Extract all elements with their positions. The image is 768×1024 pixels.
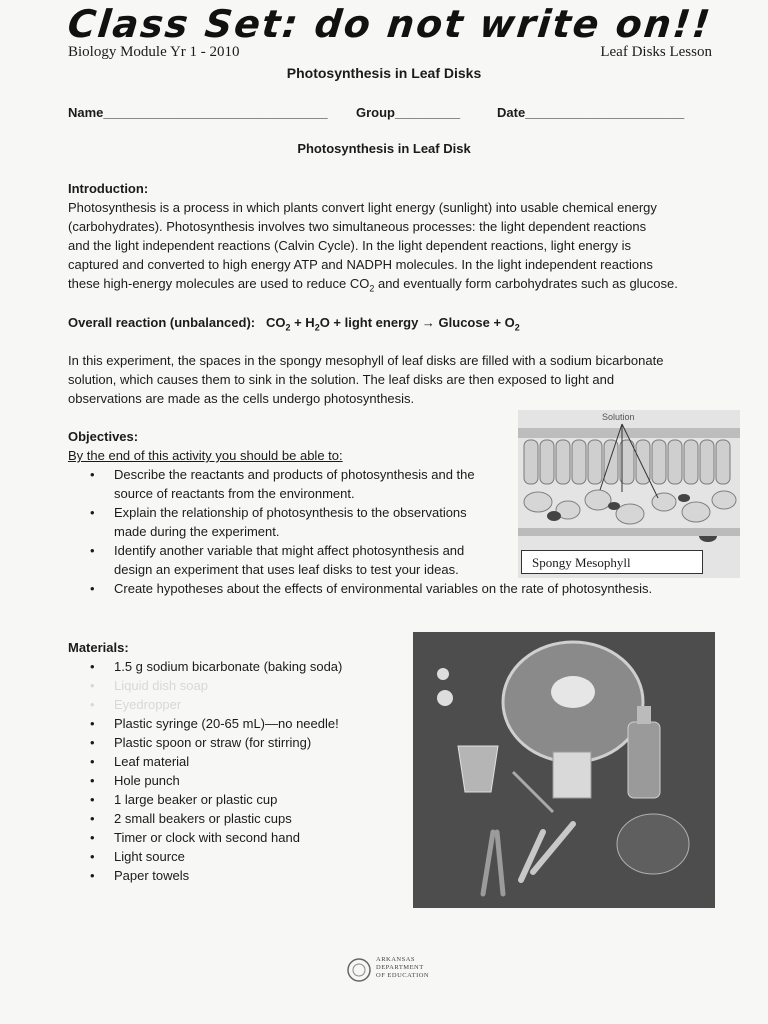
- list-item: • 1 large beaker or plastic cup: [68, 790, 408, 809]
- list-item: • Explain the relationship of photosynthesis to the observations made during the experiment.: [68, 503, 728, 541]
- intro-line: and the light independent reactions (Calvin Cycle). In the light dependent reactions, light energy is: [68, 238, 631, 253]
- lesson-label: Leaf Disks Lesson: [600, 44, 712, 60]
- footer-line: OF EDUCATION: [376, 972, 430, 979]
- list-item: • Liquid dish soap: [68, 676, 408, 695]
- list-item: • Hole punch: [68, 771, 408, 790]
- date-field[interactable]: [497, 103, 684, 122]
- reaction-label: Overall reaction (unbalanced):: [68, 315, 256, 330]
- figure-caption: Spongy Mesophyll: [521, 550, 703, 574]
- materials-list: [68, 657, 408, 885]
- list-item: • 2 small beakers or plastic cups: [68, 809, 408, 828]
- footer-line: ARKANSAS: [376, 956, 416, 963]
- list-item: • 1.5 g sodium bicarbonate (baking soda): [68, 657, 408, 676]
- intro-line: captured and converted to high energy ATP and NADPH molecules. In the light independent reactions: [68, 257, 653, 272]
- group-label: Group: [356, 105, 395, 120]
- bottle-cap: [637, 706, 651, 724]
- list-item: • Describe the reactants and products of photosynthesis and the source of reactants from the environment.: [68, 465, 728, 503]
- experiment-paragraph: In this experiment, the spaces in the spongy mesophyll of leaf disks are filled with a sodium bicarbonate solution, which causes them to sink in the solution. The leaf disks are then exposed to light and observations are made as the cells undergo photosynthesis.: [68, 353, 664, 406]
- introduction-heading: Introduction:: [68, 181, 149, 196]
- objectives-heading: Objectives:: [68, 429, 139, 444]
- list-item: • Plastic spoon or straw (for stirring): [68, 733, 408, 752]
- name-field[interactable]: [68, 103, 328, 122]
- date-label: Date: [497, 105, 526, 120]
- introduction-body: [68, 198, 738, 299]
- intro-line: (carbohydrates). Photosynthesis involves two simultaneous processes: the light dependent reactions: [68, 219, 647, 234]
- materials-heading: Materials:: [68, 640, 129, 655]
- list-item: • Plastic syringe (20-65 mL)—no needle!: [68, 714, 408, 733]
- list-item: • Timer or clock with second hand: [68, 828, 408, 847]
- lab-equipment-image: [413, 632, 715, 908]
- materials-photo: [413, 632, 715, 908]
- seal-icon: [346, 957, 372, 983]
- objectives-intro: By the end of this activity you should be able to:: [68, 448, 343, 463]
- handwritten-note: Class Set: do not write on!!: [65, 2, 715, 46]
- name-blank: _______________________________: [103, 105, 328, 120]
- baking-soda-box: [553, 752, 591, 798]
- leaf-cup: [617, 814, 689, 874]
- date-blank: ______________________: [525, 105, 685, 120]
- intro-line: these high-energy molecules are used to reduce $CO_2$ and eventually form carbohydrates such as glucose.: [68, 276, 678, 294]
- dish-soap-bottle: [628, 722, 660, 798]
- solution-label: Solution: [602, 412, 635, 422]
- intro-line: Photosynthesis is a process in which plants convert light energy (sunlight) into usable chemical energy: [68, 200, 657, 215]
- overall-reaction: Overall reaction (unbalanced): $CO_2 + H_2O$ + light energy → $Glucose + O_2$: [68, 315, 520, 333]
- education-logo: [346, 956, 446, 986]
- list-item: • Light source: [68, 847, 408, 866]
- group-blank: _________: [395, 105, 461, 120]
- group-field[interactable]: [356, 103, 460, 122]
- list-item: • Create hypotheses about the effects of environmental variables on the rate of photosynthesis.: [68, 579, 728, 598]
- list-item: • Identify another variable that might affect photosynthesis and design an experiment that uses leaf disks to test your ideas.: [68, 541, 728, 579]
- small-cup: [458, 746, 498, 792]
- list-item: • Paper towels: [68, 866, 408, 885]
- list-item: • Leaf material: [68, 752, 408, 771]
- list-item: • Eyedropper: [68, 695, 408, 714]
- name-label: Name: [68, 105, 104, 120]
- module-label: Biology Module Yr 1 - 2010: [68, 44, 240, 60]
- footer-line: DEPARTMENT: [376, 964, 424, 971]
- arrow-icon: →: [421, 315, 435, 330]
- subtitle: Photosynthesis in Leaf Disk: [297, 141, 471, 156]
- light-bulb: [551, 676, 595, 708]
- page-title: Photosynthesis in Leaf Disks: [286, 65, 482, 81]
